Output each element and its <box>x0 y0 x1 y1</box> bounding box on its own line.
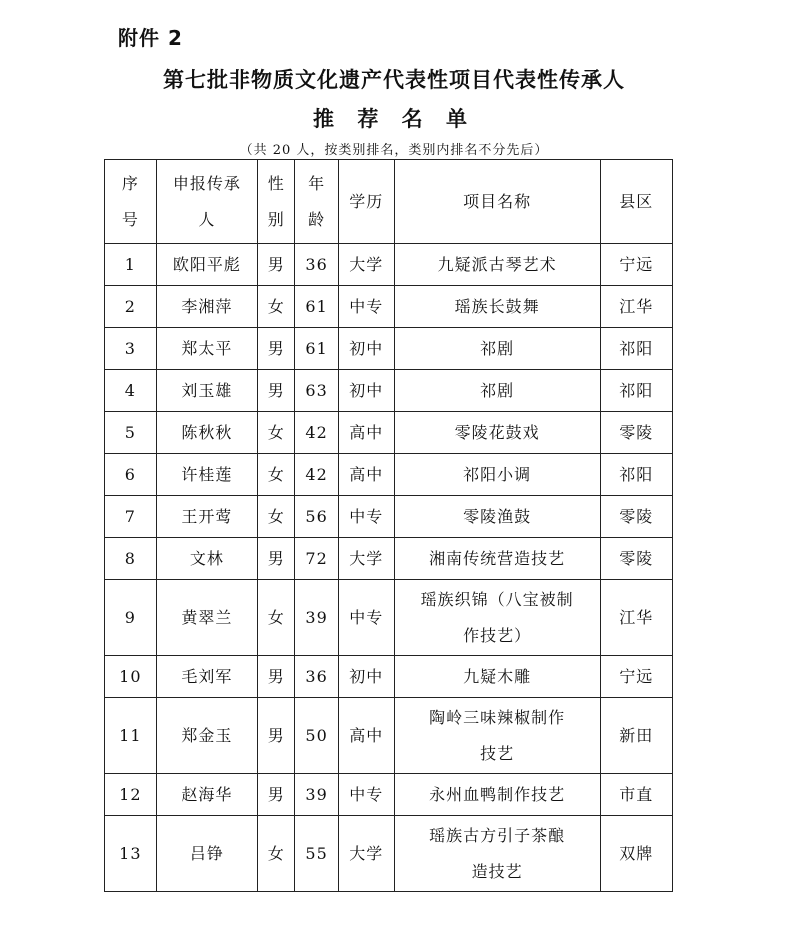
cell-project <box>394 244 600 286</box>
cell-no: 4 <box>105 370 157 412</box>
cell-age: 39 <box>295 774 338 816</box>
cell-sex: 女 <box>258 816 295 892</box>
cell-sex: 女 <box>258 454 295 496</box>
project-line: 瑶族织锦（八宝被制 <box>420 589 574 609</box>
table-row <box>105 698 673 774</box>
project-line: 技艺 <box>480 743 515 763</box>
project-line: 祁剧 <box>480 338 515 358</box>
nominee-table <box>104 159 673 892</box>
table-row <box>105 496 673 538</box>
cell-no: 1 <box>105 244 157 286</box>
cell-age: 50 <box>295 698 338 774</box>
cell-district: 零陵 <box>600 412 672 454</box>
cell-name: 欧阳平彪 <box>156 244 257 286</box>
cell-name: 陈秋秋 <box>156 412 257 454</box>
cell-project <box>394 816 600 892</box>
project-line: 瑶族长鼓舞 <box>454 296 540 316</box>
cell-age: 39 <box>295 580 338 656</box>
cell-district: 零陵 <box>600 496 672 538</box>
cell-district: 新田 <box>600 698 672 774</box>
cell-no: 10 <box>105 656 157 698</box>
cell-district: 江华 <box>600 580 672 656</box>
cell-sex: 女 <box>258 286 295 328</box>
project-line: 湘南传统营造技艺 <box>429 548 566 568</box>
cell-no: 8 <box>105 538 157 580</box>
header-sex: 性 别 <box>258 160 295 244</box>
document-subtitle: 推 荐 名 单 <box>313 106 475 131</box>
cell-district: 祁阳 <box>600 370 672 412</box>
cell-name: 王开莺 <box>156 496 257 538</box>
cell-education: 初中 <box>338 328 394 370</box>
cell-age: 61 <box>295 286 338 328</box>
cell-district: 双牌 <box>600 816 672 892</box>
document-title: 第七批非物质文化遗产代表性项目代表性传承人 <box>163 67 625 92</box>
cell-education: 高中 <box>338 698 394 774</box>
cell-education: 中专 <box>338 580 394 656</box>
cell-district: 零陵 <box>600 538 672 580</box>
header-education: 学历 <box>338 160 394 244</box>
cell-name: 李湘萍 <box>156 286 257 328</box>
cell-project <box>394 698 600 774</box>
cell-education: 中专 <box>338 496 394 538</box>
cell-project <box>394 496 600 538</box>
cell-sex: 男 <box>258 698 295 774</box>
cell-sex: 男 <box>258 774 295 816</box>
project-line: 零陵渔鼓 <box>463 506 532 526</box>
table-row <box>105 370 673 412</box>
table-body <box>105 244 673 892</box>
project-line: 祁剧 <box>480 380 515 400</box>
project-line: 零陵花鼓戏 <box>454 422 540 442</box>
cell-project <box>394 580 600 656</box>
cell-name: 刘玉雄 <box>156 370 257 412</box>
cell-project <box>394 286 600 328</box>
cell-name: 毛刘军 <box>156 656 257 698</box>
cell-name: 许桂莲 <box>156 454 257 496</box>
cell-age: 56 <box>295 496 338 538</box>
cell-sex: 男 <box>258 370 295 412</box>
cell-education: 大学 <box>338 816 394 892</box>
cell-name: 赵海华 <box>156 774 257 816</box>
cell-education: 初中 <box>338 370 394 412</box>
cell-sex: 男 <box>258 328 295 370</box>
header-age: 年 龄 <box>295 160 338 244</box>
project-line: 永州血鸭制作技艺 <box>429 784 566 804</box>
cell-age: 61 <box>295 328 338 370</box>
project-line: 祁阳小调 <box>463 464 532 484</box>
project-line: 九疑木雕 <box>463 666 532 686</box>
table-row <box>105 656 673 698</box>
cell-education: 高中 <box>338 412 394 454</box>
cell-age: 55 <box>295 816 338 892</box>
cell-education: 高中 <box>338 454 394 496</box>
cell-project <box>394 656 600 698</box>
cell-no: 2 <box>105 286 157 328</box>
cell-project <box>394 370 600 412</box>
cell-district: 市直 <box>600 774 672 816</box>
project-line: 瑶族古方引子茶酿 <box>429 825 566 845</box>
cell-age: 36 <box>295 244 338 286</box>
cell-no: 9 <box>105 580 157 656</box>
cell-no: 3 <box>105 328 157 370</box>
cell-name: 文林 <box>156 538 257 580</box>
table-row <box>105 816 673 892</box>
cell-sex: 男 <box>258 244 295 286</box>
cell-sex: 女 <box>258 412 295 454</box>
project-line: 陶岭三味辣椒制作 <box>429 707 566 727</box>
cell-district: 祁阳 <box>600 454 672 496</box>
header-no: 序 号 <box>105 160 157 244</box>
cell-project <box>394 328 600 370</box>
table-row <box>105 538 673 580</box>
cell-no: 13 <box>105 816 157 892</box>
cell-sex: 男 <box>258 656 295 698</box>
cell-sex: 男 <box>258 538 295 580</box>
table-row <box>105 328 673 370</box>
table-row <box>105 244 673 286</box>
cell-district: 祁阳 <box>600 328 672 370</box>
table-row <box>105 454 673 496</box>
cell-age: 72 <box>295 538 338 580</box>
project-line: 作技艺） <box>463 625 532 645</box>
table-row <box>105 286 673 328</box>
cell-project <box>394 412 600 454</box>
cell-name: 郑太平 <box>156 328 257 370</box>
cell-age: 36 <box>295 656 338 698</box>
cell-education: 大学 <box>338 538 394 580</box>
cell-project <box>394 454 600 496</box>
cell-name: 吕铮 <box>156 816 257 892</box>
cell-sex: 女 <box>258 496 295 538</box>
cell-district: 江华 <box>600 286 672 328</box>
cell-education: 中专 <box>338 774 394 816</box>
cell-district: 宁远 <box>600 656 672 698</box>
cell-no: 6 <box>105 454 157 496</box>
cell-education: 中专 <box>338 286 394 328</box>
cell-district: 宁远 <box>600 244 672 286</box>
table-row <box>105 412 673 454</box>
cell-name: 黄翠兰 <box>156 580 257 656</box>
attachment-label: 附件 2 <box>118 26 183 50</box>
cell-sex: 女 <box>258 580 295 656</box>
cell-education: 初中 <box>338 656 394 698</box>
cell-project <box>394 774 600 816</box>
cell-age: 42 <box>295 412 338 454</box>
cell-age: 63 <box>295 370 338 412</box>
document-note: （共 20 人，按类别排名，类别内排名不分先后） <box>239 143 549 158</box>
cell-project <box>394 538 600 580</box>
cell-age: 42 <box>295 454 338 496</box>
cell-education: 大学 <box>338 244 394 286</box>
cell-no: 7 <box>105 496 157 538</box>
table-row <box>105 580 673 656</box>
cell-no: 11 <box>105 698 157 774</box>
project-line: 造技艺 <box>471 861 523 881</box>
cell-no: 12 <box>105 774 157 816</box>
header-name: 申报传承 人 <box>156 160 257 244</box>
cell-name: 郑金玉 <box>156 698 257 774</box>
header-project: 项目名称 <box>394 160 600 244</box>
header-district: 县区 <box>600 160 672 244</box>
cell-no: 5 <box>105 412 157 454</box>
project-line: 九疑派古琴艺术 <box>437 254 557 274</box>
table-row <box>105 774 673 816</box>
table-header-row <box>105 160 673 244</box>
